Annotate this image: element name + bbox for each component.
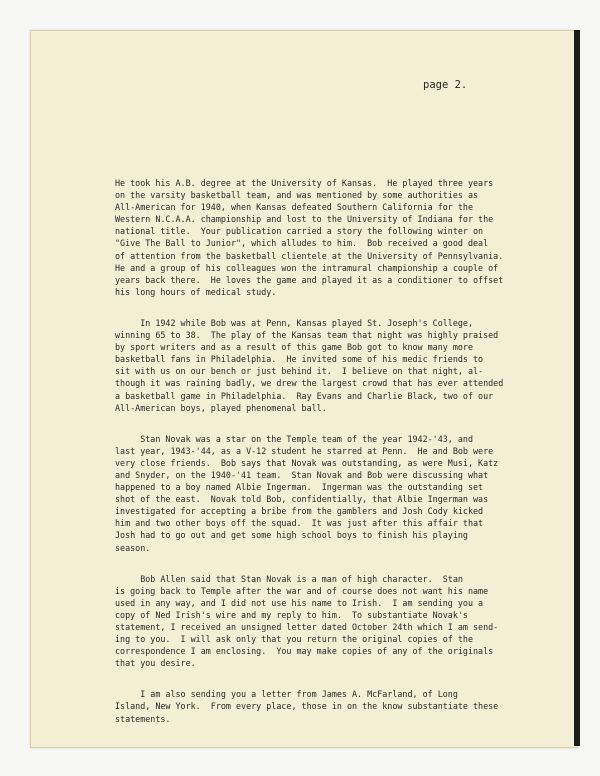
text-line: Stan Novak was a star on the Temple team of the year 1942-'43, and [115, 433, 473, 444]
text-line: statement, I received an unsigned letter dated October 24th which I am send- [115, 622, 499, 632]
text-line: used in any way, and I did not use his name to Irish. I am sending you a [115, 597, 484, 608]
text-line: on the varsity basketball team, and was mentioned by some authorities as [115, 190, 479, 201]
text-line: him and two other boys off the squad. It was just after this affair that [115, 518, 484, 529]
text-line: national title. Your publication carried a story the following winter on [115, 226, 484, 237]
text-line: and Snyder, on the 1940-'41 team. Stan Novak and Bob were discussing what [115, 469, 489, 480]
text-line: He took his A.B. degree at the University of Kansas. He played three years [115, 178, 494, 188]
text-line: is going back to Temple after the war and of course does not want his name [115, 585, 489, 596]
text-line: Island, New York. From every place, those in on the know substantiate these [115, 701, 499, 712]
text-line: very close friends. Bob says that Novak was outstanding, as were Musi, Katz [115, 457, 499, 468]
text-line: copy of Ned Irish's wire and my reply to him. To substantiate Novak's [115, 609, 468, 620]
text-line: shot of the east. Novak told Bob, confidentially, that Albie Ingerman was [115, 494, 489, 505]
text-line: investigated for accepting a bribe from the gamblers and Josh Cody kicked [115, 506, 484, 517]
text-line: Josh had to go out and get some high school boys to finish his playing [115, 530, 468, 541]
text-line: by sport writers and as a result of this game Bob got to know many more [115, 342, 473, 353]
paragraph-3 [115, 433, 575, 554]
text-line: basketball fans in Philadelphia. He invited some of his medic friends to [115, 354, 484, 365]
text-line: In 1942 while Bob was at Penn, Kansas played St. Joseph's College, [115, 317, 473, 328]
text-line: statements. [115, 713, 171, 724]
text-line: All-American for 1940, when Kansas defeated Southern California for the [115, 202, 473, 213]
text-line: winning 65 to 38. The play of the Kansas team that night was highly praised [115, 330, 499, 341]
text-line: though it was raining badly, we drew the largest crowd that has ever attended [115, 378, 504, 389]
text-line: Bob Allen said that Stan Novak is a man of high character. Stan [115, 573, 463, 584]
text-line: sit with us on our bench or just behind it. I believe on that night, al- [115, 366, 484, 377]
text-line: that you desire. [115, 658, 196, 669]
text-line: happened to a boy named Albie Ingerman. Ingerman was the outstanding set [115, 482, 484, 493]
text-line: I am also sending you a letter from James A. McFarland, of Long [115, 689, 458, 700]
text-line: years back there. He loves the game and played it as a conditioner to offset [115, 274, 504, 285]
text-line: of attention from the basketball clientele at the University of Pennsylvania. [115, 250, 504, 261]
page-number: page 2. [423, 79, 468, 91]
paragraph-4 [115, 573, 575, 670]
letter-body [115, 177, 575, 744]
text-line: ing to you. I will ask only that you return the original copies of the [115, 634, 473, 645]
paragraph-5 [115, 688, 575, 724]
paragraph-2 [115, 317, 575, 414]
text-line: Western N.C.A.A. championship and lost to the University of Indiana for the [115, 214, 494, 225]
text-line: All-American boys, played phenomenal ball. [115, 402, 327, 413]
text-line: "Give The Ball to Junior", which alludes to him. Bob received a good deal [115, 238, 489, 249]
text-line: his long hours of medical study. [115, 286, 277, 297]
text-line: He and a group of his colleagues won the intramural championship a couple of [115, 262, 499, 273]
text-line: a basketball game in Philadelphia. Ray Evans and Charlie Black, two of our [115, 390, 494, 401]
text-line: last year, 1943-'44, as a V-12 student he starred at Penn. He and Bob were [115, 445, 494, 456]
paragraph-1 [115, 177, 575, 298]
text-line: correspondence I am enclosing. You may make copies of any of the originals [115, 646, 494, 657]
text-line: season. [115, 542, 151, 553]
